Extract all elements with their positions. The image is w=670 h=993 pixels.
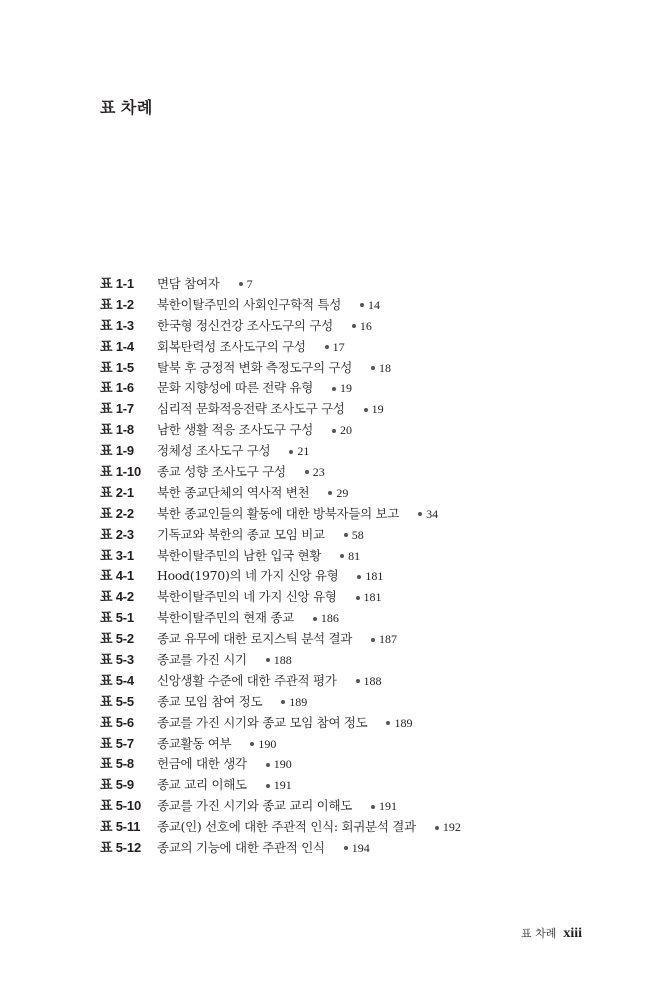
bullet-dot-icon xyxy=(371,805,375,809)
table-number: 표 4-1 xyxy=(100,568,134,584)
table-caption: 신앙생활 수준에 대한 주관적 평가 xyxy=(157,672,337,688)
table-caption: Hood(1970)의 네 가지 신앙 유형 xyxy=(157,568,339,584)
table-number: 표 5-5 xyxy=(100,693,134,709)
page-number: 188 xyxy=(273,653,292,668)
table-caption: 남한 생활 적응 조사도구 구성 xyxy=(157,422,313,438)
table-caption: 종교 모임 참여 정도 xyxy=(157,693,263,709)
table-number: 표 1-6 xyxy=(100,380,134,396)
table-caption: 북한 종교인들의 활동에 대한 방북자들의 보고 xyxy=(157,505,400,521)
bullet-dot-icon xyxy=(371,638,375,642)
table-caption: 북한이탈주민의 사회인구학적 특성 xyxy=(157,296,341,312)
page-number: 194 xyxy=(351,841,370,856)
toc-entry[interactable] xyxy=(100,713,620,734)
table-caption: 종교를 가진 시기 xyxy=(157,652,247,668)
table-caption: 종교(인) 선호에 대한 주관적 인식: 회귀분석 결과 xyxy=(157,819,416,835)
toc-entry[interactable] xyxy=(100,462,620,483)
table-caption: 종교 교리 이해도 xyxy=(157,777,247,793)
bullet-dot-icon xyxy=(305,470,309,474)
table-caption: 면담 참여자 xyxy=(157,276,220,291)
footer-section-label: 표 차례 xyxy=(520,927,557,940)
toc-entry[interactable] xyxy=(100,629,620,650)
table-caption: 헌금에 대한 생각 xyxy=(157,756,247,772)
page-number: 190 xyxy=(258,736,277,751)
toc-entry[interactable] xyxy=(100,358,620,379)
table-caption: 종교 유무에 대한 로지스틱 분석 결과 xyxy=(157,631,352,647)
toc-entry[interactable] xyxy=(100,608,620,629)
page-number: 34 xyxy=(426,506,439,521)
page-number: 181 xyxy=(365,569,384,584)
table-number: 표 3-1 xyxy=(100,547,134,563)
table-number: 표 5-6 xyxy=(100,714,134,730)
toc-entry[interactable] xyxy=(100,337,620,358)
table-caption: 종교를 가진 시기와 종교 모임 참여 정도 xyxy=(157,714,368,730)
page-footer xyxy=(521,925,582,942)
page-number: 20 xyxy=(340,423,352,438)
table-number: 표 2-1 xyxy=(100,484,134,500)
table-caption: 북한 종교단체의 역사적 변천 xyxy=(157,484,310,500)
bullet-dot-icon xyxy=(418,512,422,516)
bullet-dot-icon xyxy=(266,784,270,788)
toc-entry[interactable] xyxy=(100,295,620,316)
page-number: 7 xyxy=(246,277,253,291)
table-caption: 회복탄력성 조사도구의 구성 xyxy=(157,338,306,354)
bullet-dot-icon xyxy=(357,575,361,579)
table-number: 표 2-3 xyxy=(100,526,134,542)
page-number: 19 xyxy=(340,381,352,396)
toc-entry[interactable] xyxy=(100,525,620,546)
page-number: 190 xyxy=(273,757,292,772)
table-number: 표 1-9 xyxy=(100,443,134,459)
table-of-contents-list xyxy=(100,274,620,859)
bullet-dot-icon xyxy=(289,450,293,454)
bullet-dot-icon xyxy=(266,763,270,767)
table-number: 표 1-10 xyxy=(100,464,141,480)
bullet-dot-icon xyxy=(250,742,254,746)
page-number: 188 xyxy=(363,673,382,688)
table-number: 표 1-5 xyxy=(100,359,134,375)
bullet-dot-icon xyxy=(313,617,317,621)
table-number: 표 1-8 xyxy=(100,422,134,438)
toc-entry[interactable] xyxy=(100,838,620,859)
bullet-dot-icon xyxy=(332,429,336,433)
bullet-dot-icon xyxy=(356,679,360,683)
bullet-dot-icon xyxy=(328,491,332,495)
page-number: 187 xyxy=(379,632,397,647)
toc-entry[interactable] xyxy=(100,483,620,504)
table-caption: 정체성 조사도구 구성 xyxy=(157,443,271,459)
bullet-dot-icon xyxy=(356,596,360,600)
page-number: 21 xyxy=(297,444,310,459)
bullet-dot-icon xyxy=(239,282,243,286)
table-caption: 북한이탈주민의 네 가지 신앙 유형 xyxy=(157,589,337,605)
table-number: 표 5-2 xyxy=(100,631,134,647)
table-caption: 문화 지향성에 따른 전략 유형 xyxy=(157,380,313,396)
table-number: 표 1-4 xyxy=(100,338,134,354)
toc-entry[interactable] xyxy=(100,274,620,295)
toc-entry[interactable] xyxy=(100,754,620,775)
toc-entry[interactable] xyxy=(100,566,620,587)
bullet-dot-icon xyxy=(325,345,329,349)
toc-entry[interactable] xyxy=(100,775,620,796)
bullet-dot-icon xyxy=(352,324,356,328)
table-caption: 탈북 후 긍정적 변화 측정도구의 구성 xyxy=(157,359,352,375)
bullet-dot-icon xyxy=(344,846,348,850)
bullet-dot-icon xyxy=(266,658,270,662)
toc-entry[interactable] xyxy=(100,692,620,713)
table-number: 표 1-7 xyxy=(100,401,134,417)
toc-entry[interactable] xyxy=(100,734,620,755)
bullet-dot-icon xyxy=(386,721,390,725)
toc-entry[interactable] xyxy=(100,650,620,671)
bullet-dot-icon xyxy=(364,408,368,412)
page-number: 19 xyxy=(371,402,384,417)
page-number: 58 xyxy=(351,527,364,542)
toc-entry[interactable] xyxy=(100,399,620,420)
table-number: 표 5-3 xyxy=(100,652,134,668)
page-number: 181 xyxy=(363,590,382,605)
bullet-dot-icon xyxy=(281,700,285,704)
table-number: 표 2-2 xyxy=(100,505,134,521)
toc-entry[interactable] xyxy=(100,420,620,441)
page-number: 23 xyxy=(312,465,325,480)
toc-entry[interactable] xyxy=(100,817,620,838)
toc-entry[interactable] xyxy=(100,587,620,608)
bullet-dot-icon xyxy=(340,554,344,558)
table-number: 표 5-1 xyxy=(100,610,134,626)
page-number: 189 xyxy=(394,715,413,730)
table-caption: 종교를 가진 시기와 종교 교리 이해도 xyxy=(157,798,352,814)
table-number: 표 5-9 xyxy=(100,777,134,793)
toc-entry[interactable] xyxy=(100,378,620,399)
page-number: 191 xyxy=(379,799,397,814)
page-number: 189 xyxy=(289,694,308,709)
bullet-dot-icon xyxy=(371,366,375,370)
table-caption: 심리적 문화적응전략 조사도구 구성 xyxy=(157,401,345,417)
table-number: 표 5-4 xyxy=(100,672,134,688)
table-number: 표 1-2 xyxy=(100,296,134,312)
table-caption: 기독교와 북한의 종교 모임 비교 xyxy=(157,526,325,542)
table-caption: 한국형 정신건강 조사도구의 구성 xyxy=(157,317,333,333)
table-number: 표 5-12 xyxy=(100,840,141,856)
page-number: 29 xyxy=(336,485,349,500)
page-number: 186 xyxy=(320,611,339,626)
bullet-dot-icon xyxy=(332,387,336,391)
page-title: 표 차례 xyxy=(100,100,153,117)
page-number: 192 xyxy=(442,820,461,835)
page-number: 81 xyxy=(348,548,361,563)
toc-entry[interactable] xyxy=(100,671,620,692)
table-number: 표 5-7 xyxy=(100,735,134,751)
toc-entry[interactable] xyxy=(100,546,620,567)
toc-entry[interactable] xyxy=(100,504,620,525)
bullet-dot-icon xyxy=(344,533,348,537)
table-caption: 종교 성향 조사도구 구성 xyxy=(157,464,286,480)
table-number: 표 5-8 xyxy=(100,756,134,772)
footer-page-number: xiii xyxy=(563,926,582,941)
toc-entry[interactable] xyxy=(100,441,620,462)
table-caption: 종교활동 여부 xyxy=(157,735,232,751)
toc-entry[interactable] xyxy=(100,316,620,337)
page-number: 14 xyxy=(367,297,380,312)
table-number: 표 4-2 xyxy=(100,589,134,605)
table-number: 표 1-1 xyxy=(100,276,134,291)
table-caption: 종교의 기능에 대한 주관적 인식 xyxy=(157,840,325,856)
toc-entry[interactable] xyxy=(100,796,620,817)
bullet-dot-icon xyxy=(435,826,439,830)
bullet-dot-icon xyxy=(360,303,364,307)
table-caption: 북한이탈주민의 남한 입국 현황 xyxy=(157,547,322,563)
table-caption: 북한이탈주민의 현재 종교 xyxy=(157,610,294,626)
page-number: 17 xyxy=(332,339,345,354)
table-number: 표 5-11 xyxy=(100,819,141,835)
table-number: 표 1-3 xyxy=(100,317,134,333)
page-number: 191 xyxy=(273,778,292,793)
page-number: 18 xyxy=(379,360,391,375)
table-number: 표 5-10 xyxy=(100,798,141,814)
page-number: 16 xyxy=(359,318,372,333)
